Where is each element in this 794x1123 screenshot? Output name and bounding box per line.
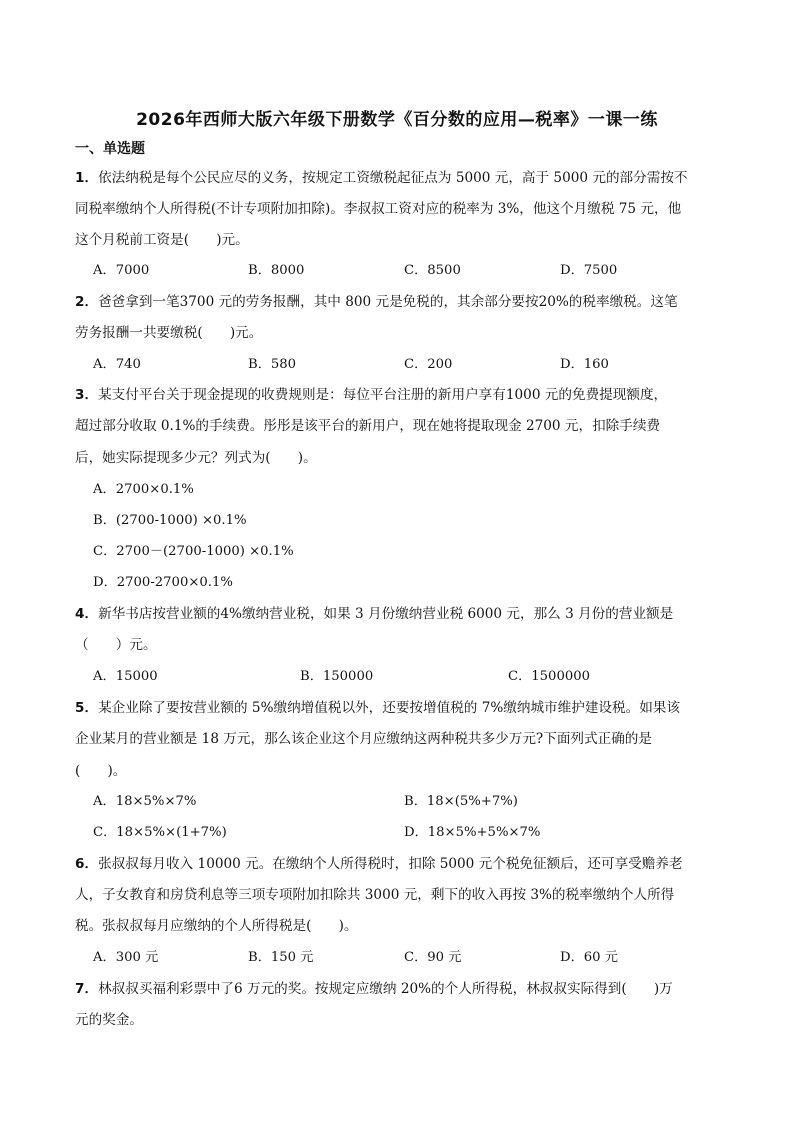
option-c: C．1500000 bbox=[508, 669, 591, 684]
option-b: B．150 元 bbox=[248, 950, 314, 965]
option-c: C．2700－(2700-1000) ×0.1% bbox=[93, 544, 294, 559]
question-text: 依法纳税是每个公民应尽的义务，按规定工资缴税起征点为 5000 元，高于 5000 元的部分需按不 bbox=[98, 170, 688, 186]
question-text: （ ）元。 bbox=[75, 637, 157, 653]
question-text: 税。张叔叔每月应缴纳的个人所得税是( )。 bbox=[75, 918, 358, 934]
option-c: C．200 bbox=[404, 357, 453, 372]
option-b: B．580 bbox=[248, 357, 297, 372]
question-line bbox=[75, 696, 680, 716]
question-text: 林叔叔买福利彩票中了6 万元的奖。按规定应缴纳 20%的个人所得税，林叔叔实际得到( )万 bbox=[98, 981, 673, 997]
question-text: 爸爸拿到一笔3700 元的劳务报酬，其中 800 元是免税的，其余部分要按20%的税率缴税。这笔 bbox=[98, 294, 678, 310]
option-a: A．300 元 bbox=[93, 950, 159, 965]
question-text: 后，她实际提现多少元？列式为( )。 bbox=[75, 450, 317, 466]
question-text: 张叔叔每月收入 10000 元。在缴纳个人所得税时，扣除 5000 元个税免征额后，还可享受赡养老 bbox=[98, 856, 683, 872]
option-b: B．18×(5%+7%) bbox=[404, 794, 518, 809]
option-a: A．15000 bbox=[93, 669, 158, 684]
question-line bbox=[75, 977, 673, 997]
page-title: 2026年西师大版六年级下册数学《百分数的应用—税率》一课一练 bbox=[136, 110, 658, 130]
question-line bbox=[75, 852, 683, 872]
option-a: A．18×5%×7% bbox=[93, 794, 197, 809]
question-number: 1． bbox=[75, 170, 99, 186]
option-b: B．(2700-1000) ×0.1% bbox=[93, 513, 247, 528]
question-line bbox=[75, 602, 673, 622]
question-text: 元的奖金。 bbox=[75, 1012, 143, 1028]
option-d: D．7500 bbox=[560, 263, 618, 278]
question-text: 人，子女教育和房贷利息等三项专项附加扣除共 3000 元，剩下的收入再按 3%的税率缴纳个人所得 bbox=[75, 887, 675, 903]
option-a: A．740 bbox=[93, 357, 141, 372]
question-number: 2． bbox=[75, 294, 99, 310]
question-line bbox=[75, 166, 688, 186]
question-number: 3． bbox=[75, 387, 99, 403]
question-number: 6． bbox=[75, 856, 99, 872]
question-text: 企业某月的营业额是 18 万元，那么该企业这个月应缴纳这两种税共多少万元?下面列式正确的是 bbox=[75, 731, 652, 747]
question-number: 4． bbox=[75, 606, 99, 622]
section-heading: 一、单选题 bbox=[75, 141, 145, 157]
option-d: D．60 元 bbox=[560, 950, 618, 965]
question-text: ( )。 bbox=[75, 763, 127, 779]
question-text: 超过部分收取 0.1%的手续费。彤彤是该平台的新用户，现在她将提取现金 2700 元，扣除手续费 bbox=[75, 418, 661, 434]
option-b: B．150000 bbox=[300, 669, 374, 684]
question-text: 同税率缴纳个人所得税(不计专项附加扣除)。李叔叔工资对应的税率为 3%，他这个月缴税 75 元，他 bbox=[75, 201, 682, 217]
question-text: 某企业除了要按营业额的 5%缴纳增值税以外，还要按增值税的 7%缴纳城市维护建设税。如果该 bbox=[98, 700, 680, 716]
option-c: C．90 元 bbox=[404, 950, 462, 965]
option-a: A．2700×0.1% bbox=[93, 482, 194, 497]
question-text: 某支付平台关于现金提现的收费规则是：每位平台注册的新用户享有1000 元的免费提现额度， bbox=[98, 387, 668, 403]
question-text: 新华书店按营业额的4%缴纳营业税，如果 3 月份缴纳营业税 6000 元，那么 3 月份的营业额是 bbox=[98, 606, 674, 622]
option-d: D．160 bbox=[560, 357, 609, 372]
question-number: 5． bbox=[75, 700, 99, 716]
option-c: C．8500 bbox=[404, 263, 461, 278]
option-d: D．2700-2700×0.1% bbox=[93, 575, 233, 590]
question-line bbox=[75, 383, 667, 403]
option-d: D．18×5%+5%×7% bbox=[404, 825, 541, 840]
question-text: 劳务报酬一共要缴税( )元。 bbox=[75, 325, 263, 341]
question-number: 7． bbox=[75, 981, 99, 997]
option-a: A．7000 bbox=[93, 263, 150, 278]
option-b: B．8000 bbox=[248, 263, 305, 278]
question-text: 这个月税前工资是( )元。 bbox=[75, 232, 249, 248]
option-c: C．18×5%×(1+7%) bbox=[93, 825, 227, 840]
question-line bbox=[75, 290, 678, 310]
